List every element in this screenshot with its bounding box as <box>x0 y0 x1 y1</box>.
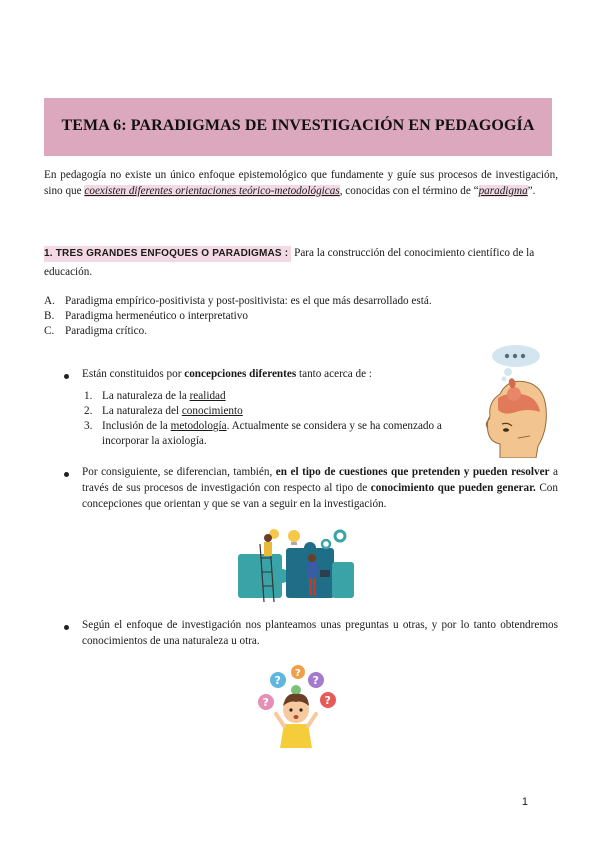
intro-paragraph <box>44 168 558 200</box>
intro-text-1: En pedagogía no existe un único enfoque epistemológico que fundamente y guíe sus procesos de investigación, sino que <box>44 169 558 197</box>
bullet-1-text: Están constituidos por concepciones diferentes tanto acerca de : <box>82 368 372 380</box>
paradigm-list: A. Paradigma empírico-positivista y post-positivista: es el que más desarrollado está. B. Paradigma hermenéutico o interpretativo C. Paradigma crítico. <box>44 295 432 337</box>
page-number: 1 <box>521 796 528 808</box>
title-banner <box>44 98 552 156</box>
child-questions-illustration <box>252 664 340 750</box>
bullet-icon <box>64 472 69 477</box>
bullet-icon <box>64 625 69 630</box>
svg-text:?: ? <box>262 696 269 709</box>
intro-highlight-orientaciones: coexisten diferentes orientaciones teórico-metodológicas <box>84 184 340 197</box>
section-1-text: Para la construcción del conocimiento científico de la educación. <box>44 247 535 278</box>
intro-text-3: ”. <box>527 184 536 197</box>
puzzle-team-illustration <box>234 524 358 604</box>
bullet-3-text: Según el enfoque de investigación nos planteamos unas preguntas u otras, y por lo tanto obtendremos conocimientos de una naturaleza u otra. <box>82 619 558 647</box>
intro-highlight-paradigma: paradigma <box>478 184 528 197</box>
intro-text-2: , conocidas con el término de “ <box>339 184 479 197</box>
page-title: TEMA 6: PARADIGMAS DE INVESTIGACIÓN EN PEDAGOGÍA <box>61 117 535 134</box>
section-1 <box>44 244 558 282</box>
svg-text:?: ? <box>312 674 319 687</box>
thinking-head-illustration <box>478 338 560 458</box>
svg-text:?: ? <box>295 668 301 679</box>
bullet-2-text: Por consiguiente, se diferencian, también, en el tipo de cuestiones que pretenden y pueden resolver a través de sus procesos de investigación con respecto al tipo de conocimiento que pueden generar. Con concepciones que orientan y que se van a seguir en la investigación. <box>82 466 558 510</box>
section-1-heading: 1. TRES GRANDES ENFOQUES O PARADIGMAS : <box>44 246 291 262</box>
svg-text:?: ? <box>324 694 331 707</box>
bullet-icon <box>64 374 69 379</box>
svg-text:?: ? <box>274 674 281 687</box>
